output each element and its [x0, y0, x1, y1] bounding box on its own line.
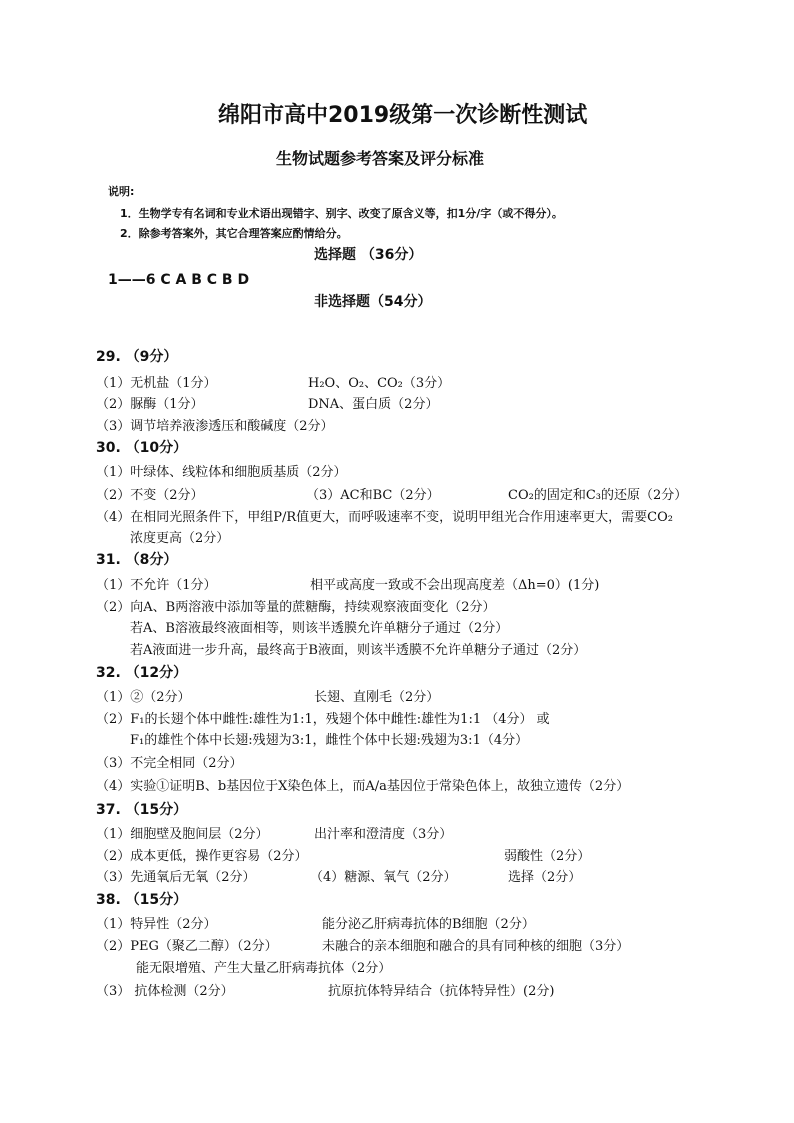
answer-line: （1）特异性（2分）: [96, 917, 217, 932]
answer-line: 抗原抗体特异结合（抗体特异性）(2分): [328, 984, 555, 999]
answer-line: 若A液面进一步升高，最终高于B液面，则该半透膜不允许单糖分子通过（2分）: [130, 643, 587, 658]
note-item-1: 1．生物学专有名词和专业术语出现错字、别字、改变了原含义等，扣1分/字（或不得分）。: [120, 207, 563, 220]
page-subtitle: 生物试题参考答案及评分标准: [276, 149, 485, 168]
answer-line: （4）糖源、氧气（2分）: [310, 870, 457, 885]
answer-line: （3）调节培养液渗透压和酸碱度（2分）: [96, 419, 334, 434]
answer-line: 相平或高度一致或不会出现高度差（Δh=0）(1分): [310, 578, 600, 593]
answer-line: （1）细胞壁及胞间层（2分）: [96, 827, 269, 842]
answer-line: （2）F₁的长翅个体中雌性:雄性为1:1，残翅个体中雌性:雄性为1:1 （4分） 或: [96, 712, 550, 727]
answer-line: （3）AC和BC（2分）: [306, 488, 440, 503]
answer-line: （2）成本更低，操作更容易（2分）: [96, 849, 308, 864]
answer-line: （2）不变（2分）: [96, 488, 204, 503]
answer-line: 出汁率和澄清度（3分）: [314, 827, 453, 842]
answer-line: （2）向A、B两溶液中添加等量的蔗糖酶，持续观察液面变化（2分）: [96, 600, 496, 615]
question-title: 32. （12分）: [96, 665, 188, 681]
answer-line: H₂O、O₂、CO₂（3分）: [308, 376, 451, 391]
answer-line: 长翅、直刚毛（2分）: [314, 690, 440, 705]
nonchoice-heading: 非选择题（54分）: [314, 294, 432, 310]
answer-line: 能分泌乙肝病毒抗体的B细胞（2分）: [322, 917, 535, 932]
question-title: 37. （15分）: [96, 802, 188, 818]
answer-line: DNA、蛋白质（2分）: [308, 397, 439, 412]
answer-line: 未融合的亲本细胞和融合的具有同种核的细胞（3分）: [322, 939, 630, 954]
answer-line: （3）不完全相同（2分）: [96, 756, 243, 771]
answer-line: 能无限增殖、产生大量乙肝病毒抗体（2分）: [136, 961, 392, 976]
notes-label: 说明:: [108, 185, 135, 198]
answer-line: F₁的雄性个体中长翅:残翅为3:1，雌性个体中长翅:残翅为3:1（4分）: [130, 733, 529, 748]
answer-line: （1）不允许（1分）: [96, 578, 217, 593]
choice-answers: 1——6 C A B C B D: [108, 272, 250, 288]
answer-line: （4）实验①证明B、b基因位于X染色体上，而A/a基因位于常染色体上，故独立遗传（2分）: [96, 779, 630, 794]
answer-line: （1）叶绿体、线粒体和细胞质基质（2分）: [96, 465, 347, 480]
answer-line: 选择（2分）: [508, 870, 582, 885]
answer-line: （3）先通氧后无氧（2分）: [96, 870, 256, 885]
page-title: 绵阳市高中2019级第一次诊断性测试: [218, 103, 588, 128]
answer-line: （1）②（2分）: [96, 690, 191, 705]
answer-line: 浓度更高（2分）: [130, 531, 230, 546]
answer-line: 弱酸性（2分）: [504, 849, 591, 864]
note-item-2: 2．除参考答案外，其它合理答案应酌情给分。: [120, 227, 348, 240]
question-title: 30. （10分）: [96, 440, 188, 456]
question-title: 29. （9分）: [96, 349, 178, 365]
choice-heading: 选择题 （36分）: [314, 247, 423, 263]
question-title: 31. （8分）: [96, 552, 178, 568]
answer-line: （2）PEG（聚乙二醇）（2分）: [96, 939, 278, 954]
answer-line: CO₂的固定和C₃的还原（2分）: [508, 488, 688, 503]
answer-line: （1）无机盐（1分）: [96, 376, 217, 391]
answer-line: （2）脲酶（1分）: [96, 397, 204, 412]
answer-line: 若A、B溶液最终液面相等，则该半透膜允许单糖分子通过（2分）: [130, 621, 509, 636]
answer-line: （4）在相同光照条件下，甲组P/R值更大，而呼吸速率不变，说明甲组光合作用速率更大，需要CO₂: [96, 510, 674, 525]
question-title: 38. （15分）: [96, 892, 188, 908]
answer-line: （3） 抗体检测（2分）: [96, 984, 234, 999]
